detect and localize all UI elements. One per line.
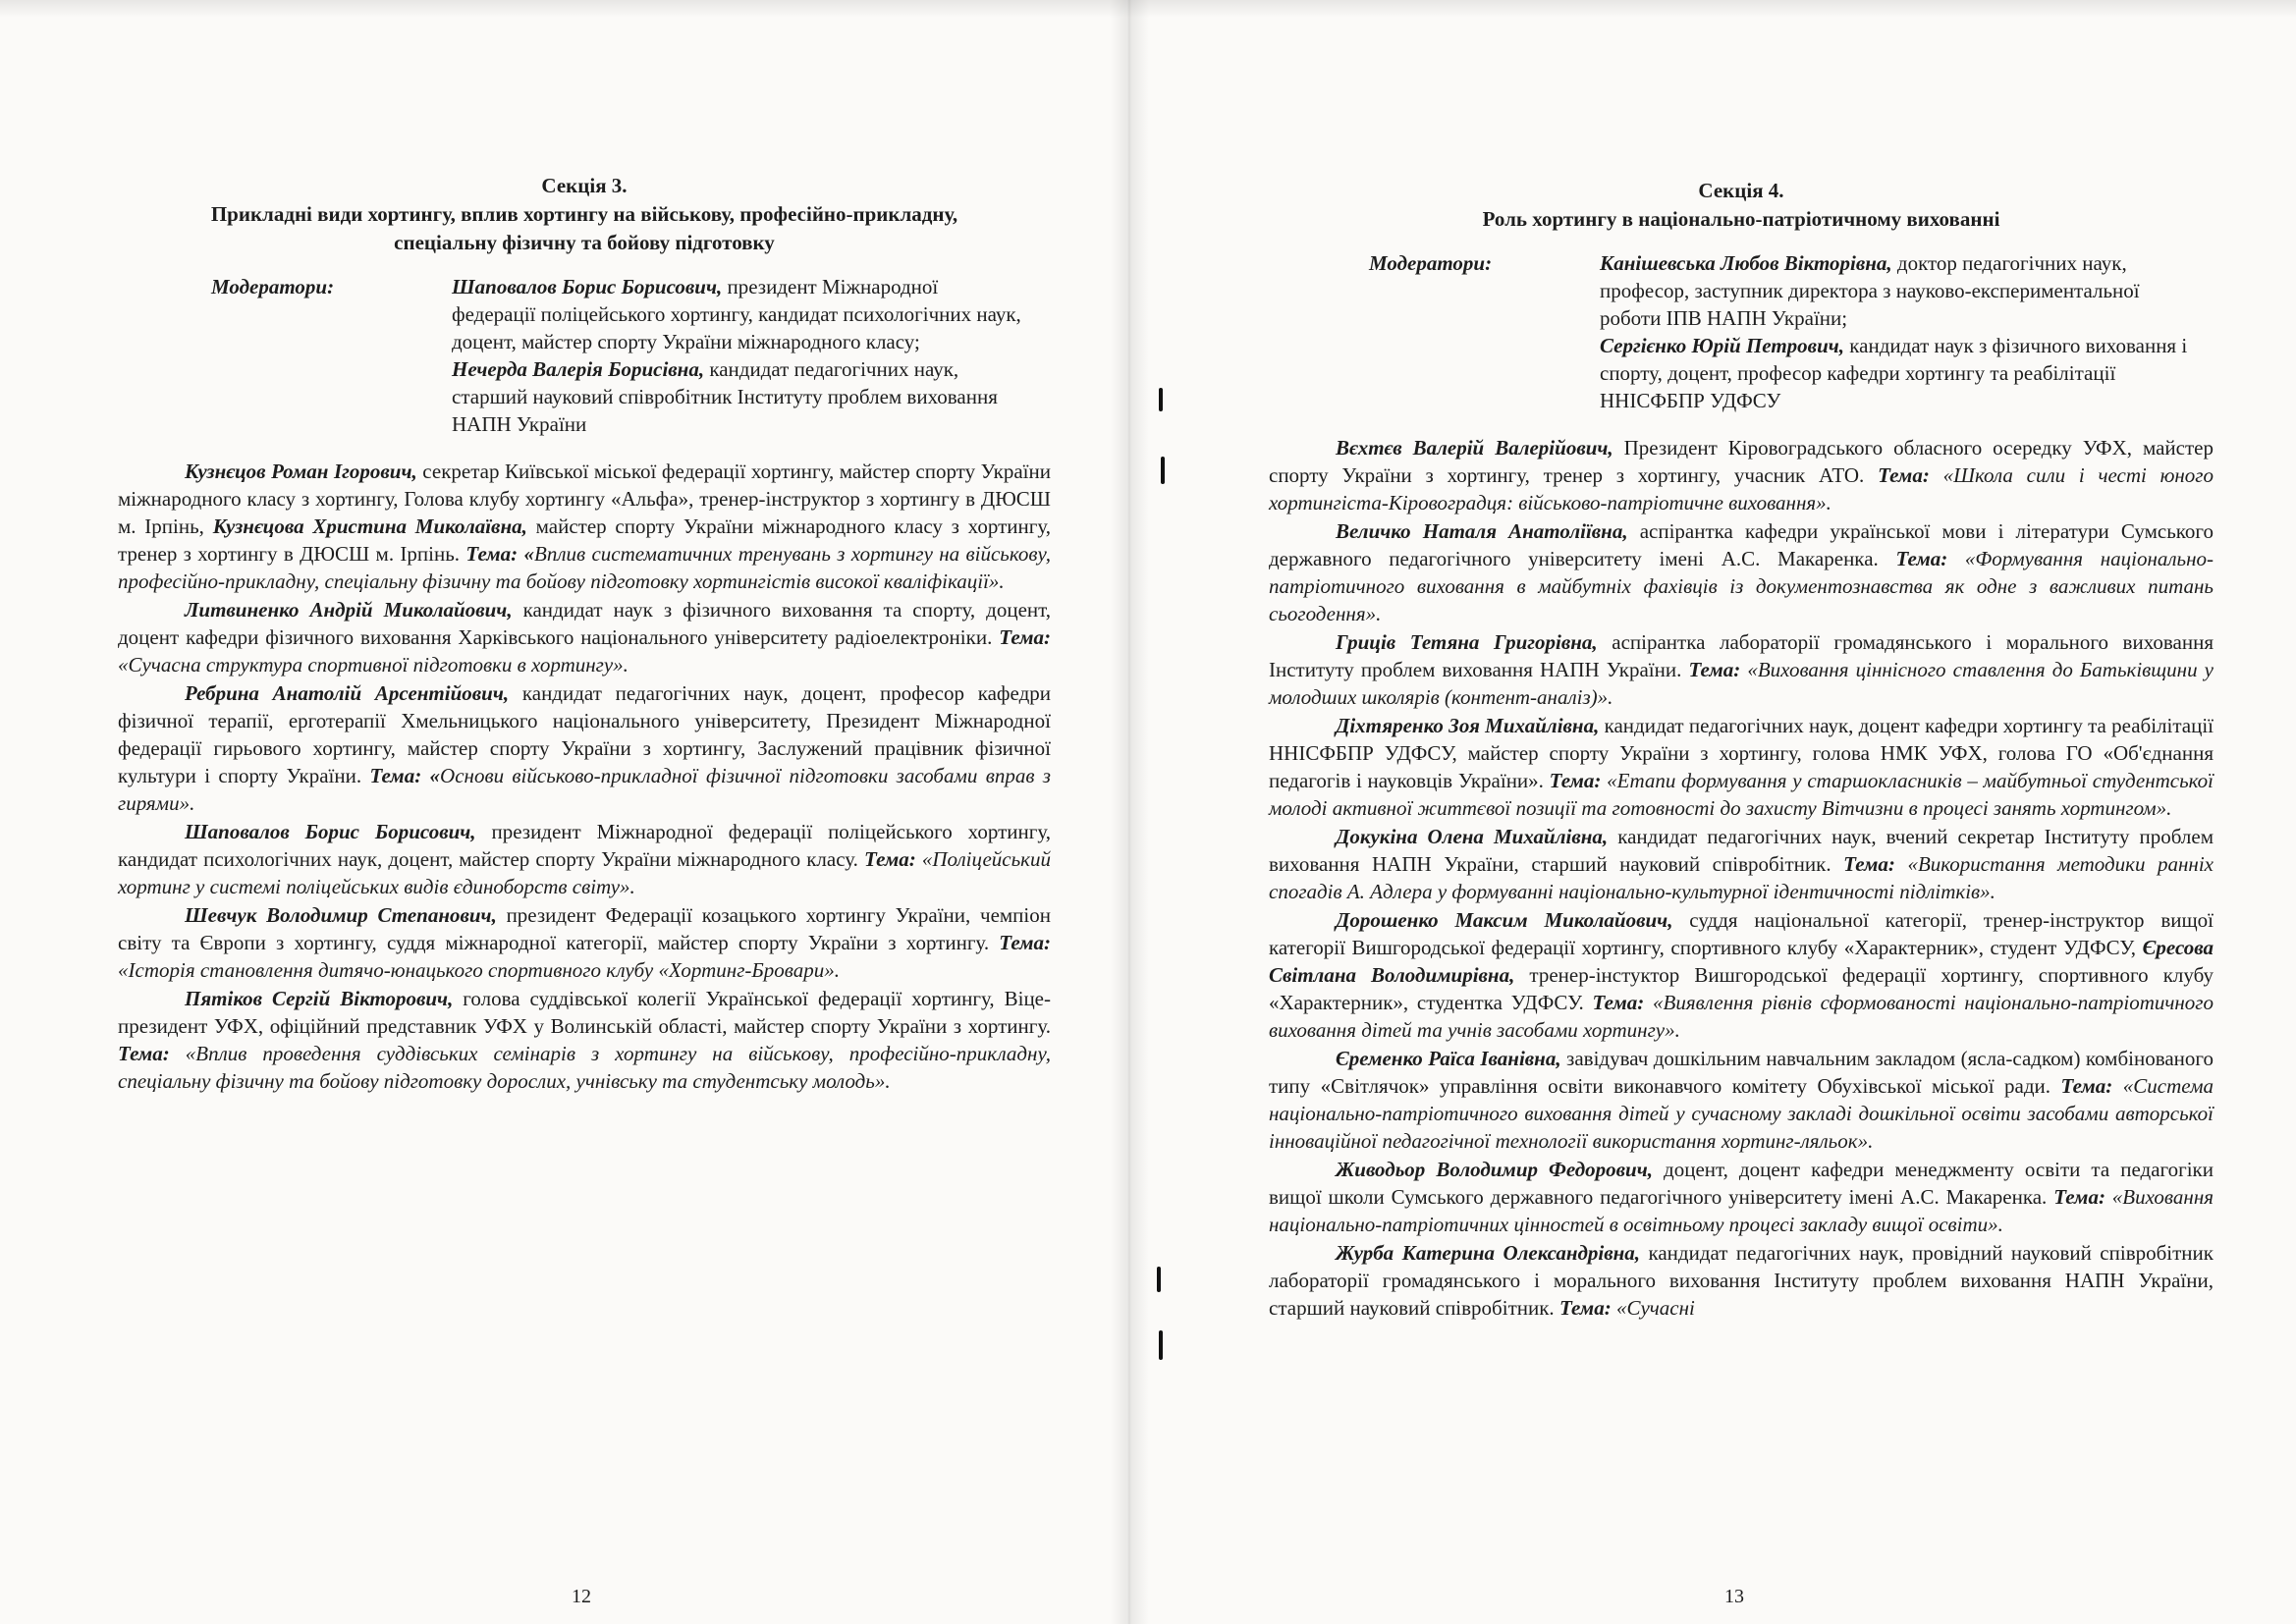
participant-name: Дорошенко Максим Миколайович, [1336, 908, 1673, 932]
staple-mark [1159, 1330, 1163, 1360]
participant-name: Вєхтєв Валерій Валерійович, [1336, 436, 1613, 460]
section-subtitle-line: Прикладні види хортингу, вплив хортингу на військову, професійно-прикладну, [210, 202, 958, 226]
participant-desc: аспірантка кафедри української мови і літератури Сумського державного педагогічного університету імені А.С. Макаренка. [1269, 519, 2214, 570]
participant-entry [118, 596, 1051, 678]
participant-entry [118, 901, 1051, 984]
moderator-name: Канішевська Любов Вікторівна, [1600, 251, 1892, 275]
topic-label: Тема: [2060, 1074, 2113, 1098]
topic-text: Основи військово-прикладної фізичної підготовки засобами вправ з гирями». [118, 764, 1051, 815]
participant-entry [1269, 628, 2214, 711]
participant-name: Єременко Раїса Іванівна, [1336, 1047, 1561, 1070]
left-page-content [118, 172, 1051, 1096]
scan-top-shadow [0, 0, 2296, 18]
topic-text: «Виховання національно-патріотичних цінностей в освітньому процесі закладу вищої освіти». [1269, 1185, 2214, 1236]
right-page [1129, 0, 2296, 1624]
moderator [452, 355, 1021, 438]
topic-text: «Сучасна структура спортивної підготовки в хортингу». [118, 653, 629, 677]
moderators-list [452, 273, 1021, 438]
topic-text: «Використання методики ранніх спогадів А. Адлера у формуванні національно-культурної ідентичності підлітків». [1269, 852, 2214, 903]
staple-mark [1159, 388, 1163, 411]
moderators-block [118, 273, 1051, 438]
participant-name: Живодьор Володимир Федорович, [1336, 1158, 1653, 1181]
participant-desc: кандидат наук з фізичного виховання та спорту, доцент, доцент кафедри фізичного виховання Харківського національного університету радіоелектроніки. [118, 598, 1051, 649]
participant-desc: кандидат педагогічних наук, доцент, професор кафедри фізичної терапії, ерготерапії Хмельницького національного університету, Президент Міжнародної федерації гирьового хортингу, майстер спорту України з хортингу, Заслужений працівник фізичної культури і спорту України. [118, 681, 1052, 787]
moderators-list [1600, 249, 2189, 414]
participant-name: Докукіна Олена Михайлівна, [1336, 825, 1609, 848]
participant-name: Ребрина Анатолій Арсентійович, [185, 681, 510, 705]
topic-text: «Етапи формування у старшокласників – майбутньої студентської молоді активної життєвої позиції та готовності до захисту Вітчизни в процесі занять хортингом». [1269, 769, 2214, 820]
participant-desc: кандидат педагогічних наук, провідний науковий співробітник лабораторії громадянського і морального виховання Інституту проблем виховання НАПН України, старший науковий співробітник. [1269, 1241, 2214, 1320]
moderator [1600, 249, 2189, 332]
moderator-name: Сергієнко Юрій Петрович, [1600, 334, 1845, 357]
moderator-name: Нечерда Валерія Борисівна, [452, 357, 705, 381]
participant-name: Величко Наталя Анатоліївна, [1336, 519, 1628, 543]
participant-name: Кузнєцова Христина Миколаївна, [212, 514, 527, 538]
section-subtitle-line: спеціальну фізичну та бойову підготовку [394, 231, 775, 254]
section-title: Секція 3. [541, 174, 628, 197]
topic-label: Тема: [1843, 852, 1895, 876]
book-spine-shadow [1110, 0, 1149, 1624]
participant-entry [118, 458, 1051, 595]
participant-name: Литвиненко Андрій Миколайович, [185, 598, 513, 622]
participant-entry [1269, 434, 2214, 516]
topic-label: Тема: « [369, 764, 441, 787]
topic-label: Тема: « [465, 542, 534, 566]
participant-name: Діхтяренко Зоя Михайлівна, [1336, 714, 1600, 737]
moderators-label: Модератори: [211, 275, 335, 298]
participant-entry [1269, 1156, 2214, 1238]
moderator [1600, 332, 2189, 414]
topic-label: Тема: [1549, 769, 1602, 792]
participant-desc: Президент Кіровоградського обласного осередку УФХ, майстер спорту України з хортингу, тренер з хортингу, учасник АТО. [1269, 436, 2214, 487]
section-3-heading [118, 172, 1051, 257]
topic-text: «Виховання ціннісного ставлення до Батьківщини у молодших школярів (контент-аналіз)». [1269, 658, 2214, 709]
participant-desc: доцент, доцент кафедри менеджменту освіти та педагогіки вищої школи Сумського державного педагогічного університету імені А.С. Макаренка. [1269, 1158, 2214, 1209]
participant-desc: суддя національної категорії, тренер-інструктор вищої категорії Вишгородської федерації хортингу, спортивного клубу «Характерник», студент УДФСУ, [1269, 908, 2214, 959]
topic-text: «Поліцейський хортинг у системі поліцейських видів єдиноборств світу». [118, 847, 1052, 898]
moderators-label: Модератори: [1369, 251, 1493, 275]
topic-label: Тема: [864, 847, 916, 871]
participant-entry [1269, 517, 2214, 627]
participant-desc: аспірантка лабораторії громадянського і морального виховання Інституту проблем виховання НАПН України. [1269, 630, 2214, 681]
moderator-desc: президент Міжнародної федерації поліцейського хортингу, кандидат психологічних наук, доцент, майстер спорту України міжнародного класу; [452, 275, 1021, 353]
moderator [452, 273, 1021, 355]
page-number: 12 [572, 1586, 591, 1607]
left-page [0, 0, 1129, 1624]
participant-desc: завідувач дошкільним навчальним закладом (ясла-садком) комбінованого типу «Світлячок» управління освіти виконавчого комітету Обухівської міської ради. [1269, 1047, 2214, 1098]
topic-label: Тема: [1878, 463, 1930, 487]
participant-entry [118, 818, 1051, 900]
staple-mark [1157, 1267, 1161, 1292]
participant-name: Єресова Світлана Володимирівна, [1269, 936, 2214, 987]
moderator-desc: кандидат педагогічних наук, старший науковий співробітник Інституту проблем виховання НАПН України [452, 357, 998, 436]
moderators-block [1269, 249, 2214, 414]
topic-text: Вплив систематичних тренувань з хортингу на військову, професійно-прикладну, спеціальну фізичну та бойову підготовку хортингістів високої кваліфікації». [118, 542, 1051, 593]
participant-name: Гриців Тетяна Григорівна, [1336, 630, 1598, 654]
section-4-heading [1269, 177, 2214, 234]
section-title: Секція 4. [1698, 179, 1784, 202]
participant-entry [1269, 906, 2214, 1044]
moderator-name: Шаповалов Борис Борисович, [452, 275, 723, 298]
participants-list [1269, 434, 2214, 1322]
participant-name: Шевчук Володимир Степанович, [185, 903, 497, 927]
topic-label: Тема: [1558, 1296, 1612, 1320]
participant-entry [1269, 712, 2214, 822]
topic-text: «Школа сили і честі юного хортингіста-Кіровоградця: військово-патріотичне виховання». [1269, 463, 2214, 514]
topic-label: Тема: [999, 931, 1051, 954]
topic-text: «Історія становлення дитячо-юнацького спортивного клубу «Хортинг-Бровари». [118, 958, 841, 982]
participant-desc: президент Міжнародної федерації поліцейського хортингу, кандидат психологічних наук, доцент, майстер спорту України міжнародного класу. [118, 820, 1052, 871]
participant-desc: кандидат педагогічних наук, доцент кафедри хортингу та реабілітації ННІСФБПР УДФСУ, майстер спорту України з хортингу, голова НМК УФХ, голова ГО «Об'єднання педагогів і науковців України». [1269, 714, 2214, 792]
topic-label: Тема: [1895, 547, 1948, 570]
moderator-desc: кандидат наук з фізичного виховання і спорту, доцент, професор кафедри хортингу та реабілітації ННІСФБПР УДФСУ [1600, 334, 2188, 412]
topic-text: «Виявлення рівнів сформованості національно-патріотичного виховання дітей та учнів засобами хортингу». [1269, 991, 2214, 1042]
page-number: 13 [1724, 1586, 1744, 1607]
topic-text: «Формування національно-патріотичного виховання в майбутніх фахівців із документознавства як одне з важливих питань сьогодення». [1269, 547, 2214, 625]
participant-desc: тренер-інстуктор Вишгородської федерації хортингу, спортивного клубу «Характерник», студентка УДФСУ. [1269, 963, 2214, 1014]
participant-entry [1269, 823, 2214, 905]
participants-list [118, 458, 1051, 1095]
participant-name: Пятіков Сергій Вікторович, [185, 987, 454, 1010]
participant-name: Кузнєцов Роман Ігорович, [185, 460, 417, 483]
staple-mark [1161, 457, 1165, 484]
right-page-content [1269, 177, 2214, 1323]
participant-desc: голова суддівської колегії Української федерації хортингу, Віце-президент УФХ, офіційний представник УФХ у Волинській області, майстер спорту України з хортингу. [118, 987, 1051, 1038]
participant-desc: секретар Київської міської федерації хортингу, майстер спорту України міжнародного класу з хортингу, Голова клубу хортингу «Альфа», тренер-інструктор з хортингу в ДЮСШ м. Ірпінь, [118, 460, 1051, 538]
topic-label: Тема: [1592, 991, 1645, 1014]
participant-name: Журба Катерина Олександрівна, [1336, 1241, 1641, 1265]
participant-entry [118, 679, 1051, 817]
topic-text: «Вплив проведення суддівських семінарів з хортингу на військову, професійно-прикладну, спеціальну фізичну та бойову підготовку дорослих, учнівську та студентську молодь». [118, 1042, 1051, 1093]
topic-label: Тема: [2053, 1185, 2105, 1209]
participant-entry [1269, 1239, 2214, 1322]
topic-text: «Сучасні [1611, 1296, 1695, 1320]
topic-label: Тема: [118, 1042, 170, 1065]
participant-desc: кандидат педагогічних наук, вчений секретар Інституту проблем виховання НАПН України, старший науковий співробітник. [1269, 825, 2214, 876]
participant-desc: майстер спорту України міжнародного класу з хортингу, тренер з хортингу в ДЮСШ м. Ірпінь. [118, 514, 1052, 566]
topic-text: «Система національно-патріотичного виховання дітей у сучасному закладі дошкільної освіти засобами авторської інноваційної педагогічної технології використання хортинг-ляльок». [1269, 1074, 2214, 1153]
topic-label: Тема: [1688, 658, 1741, 681]
participant-name: Шаповалов Борис Борисович, [185, 820, 476, 843]
moderator-desc: доктор педагогічних наук, професор, заступник директора з науково-експериментальної роботи ІПВ НАПН України; [1600, 251, 2140, 330]
section-subtitle-line: Роль хортингу в національно-патріотичному вихованні [1482, 207, 2000, 231]
participant-desc: президент Федерації козацького хортингу України, чемпіон світу та Європи з хортингу, суддя міжнародної категорії, майстер спорту України з хортингу. [118, 903, 1051, 954]
topic-label: Тема: [999, 625, 1051, 649]
participant-entry [118, 985, 1051, 1095]
participant-entry [1269, 1045, 2214, 1155]
